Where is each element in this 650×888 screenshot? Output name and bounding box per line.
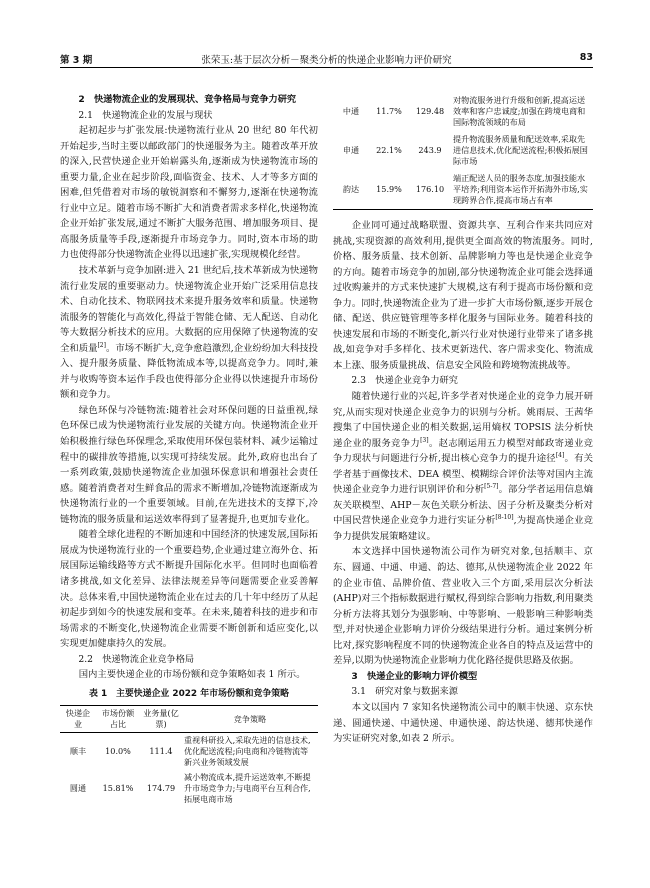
table-1 bbox=[60, 705, 318, 807]
table-row bbox=[333, 92, 593, 131]
section-2-2-heading: 2.2 快递物流企业竞争格局 bbox=[78, 653, 195, 665]
table-cell: 圆通 bbox=[69, 783, 87, 794]
table-cell: 15.9% bbox=[369, 170, 409, 210]
citation: [8-10] bbox=[495, 514, 514, 522]
section-3-1-heading: 3.1 研究对象与数据来源 bbox=[351, 686, 458, 698]
table-cell: 15.81% bbox=[102, 783, 134, 794]
table-cell: 111.4 bbox=[149, 746, 173, 757]
right-column bbox=[333, 92, 593, 882]
table-cell: 中通 bbox=[342, 106, 360, 116]
table-cell: 对物流服务进行升级和创新,提高运送效率和客户忠诚度;加强在跨境电商和国际物流领域的布局 bbox=[453, 95, 586, 127]
section-3-heading: 3 快递企业的影响力评价模型 bbox=[351, 670, 478, 682]
table-cell: 申通 bbox=[342, 145, 360, 155]
section-2-heading: 2 快递物流企业的发展现状、竞争格局与竞争力研究 bbox=[78, 94, 297, 105]
table-cell: 10.0% bbox=[105, 746, 131, 757]
table-cell: 22.1% bbox=[376, 145, 402, 155]
table-row bbox=[60, 770, 318, 807]
citation: [3] bbox=[420, 436, 429, 444]
table-cell: 174.79 bbox=[146, 783, 176, 794]
paragraph: 随着全球化进程的不断加速和中国经济的快速发展,国际拓展成为快递物流行业的一个重要趋势,企业通过建立海外仓、拓展国际运输线路等方式不断提升国际化水平。但同时也面临着诸多挑战,如文化差异、法律法规差异等问题需要企业妥善解决。总体来看,中国快递物流企业在过去的几十年中经历了从起初起步到如今的快速发展和变革。在未来,随着科技的进步和市场需求的不断变化,快递物流企业需要不断创新和适应变化,以实现更加健康持久的发展。 bbox=[60, 529, 318, 650]
running-header bbox=[60, 50, 593, 66]
citation: [2] bbox=[97, 341, 106, 349]
section-2-3-heading: 2.3 快递企业竞争力研究 bbox=[351, 375, 458, 387]
table-row bbox=[333, 131, 593, 170]
table-cell: 243.9 bbox=[418, 145, 442, 155]
table-cell: 176.10 bbox=[409, 170, 451, 210]
issue-number: 第 3 期 bbox=[60, 55, 93, 66]
table-1-continued bbox=[333, 92, 593, 210]
section-2-1-heading: 2.1 快递物流企业的发展与现状 bbox=[78, 109, 213, 121]
citation: [5-7] bbox=[484, 483, 499, 491]
paragraph: 起初起步与扩张发展:快递物流行业从 20 世纪 80 年代初开始起步,当时主要以邮政部门的快递服务为主。随着改革开放的深入,民营快递企业开始崭露头角,逐渐成为快递物流市场的重要力量,企业在起步阶段,面临资金、技术、人才等多方面的困难,但凭借着对市场的敏锐洞察和不懈努力,逐渐在快递物流行业中立足。随着市场不断扩大和消费者需求多样化,快递物流企业开始扩张发展,通过不断扩大服务范围、增加服务项目、提高服务质量等手段,逐渐提升市场竞争力。同时,资本市场的助力也使得部分快递物流企业得以迅速扩张,实现规模化经营。 bbox=[60, 125, 318, 261]
table-header-row bbox=[60, 706, 318, 733]
table-header-cell: 业务量(亿票) bbox=[140, 706, 182, 733]
citation: [4] bbox=[555, 452, 565, 460]
table-cell: 提升物流服务质量和配送效率,采取先进信息技术,优化配送流程;积极拓展国际市场 bbox=[453, 134, 588, 166]
table-cell: 减小物流成本,提升运送效率,不断提升市场竞争力;与电商平台互利合作,拓展电商市场 bbox=[184, 772, 311, 805]
paragraph: 绿色环保与冷链物流:随着社会对环保问题的日益重视,绿色环保已成为快递物流行业发展的关键方向。快递物流企业开始积极推行绿色环保理念,采取使用环保包装材料、减少运输过程中的碳排放等措施,以实现可持续发展。此外,政府也出台了一系列政策,鼓励快递物流企业加强环保意识和增强社会责任感。随着消费者对生鲜食品的需求不断增加,冷链物流逐渐成为快递物流行业的一个重要领域。目前,在先进技术的支撑下,冷链物流的服务质量和运送效率得到了显著提升,也更加专业化。 bbox=[60, 404, 318, 525]
paragraph: 本文以国内 7 家知名快递物流公司中的顺丰快递、京东快递、圆通快递、中通快递、申通快递、韵达快递、德邦快递作为实证研究对象,如表 2 所示。 bbox=[333, 701, 593, 745]
paragraph: 企业同可通过战略联盟、资源共享、互利合作来共同应对挑战,实现资源的高效利用,提供更全面高效的物流服务。同时,价格、服务质量、技术创新、品牌影响力等也是快递企业竞争的方向。随着市场竞争的加剧,部分快递物流企业可能会选择通过收购兼并的方式来快速扩大规模,这有利于提高市场份额和竞争力。同时,快递物流企业为了进一步扩大市场份额,逐步开展仓储、配送、供应链管理等多样化服务与国际业务。随着科技的快速发展和市场的不断变化,新兴行业对快递行业带来了诸多挑战,如竞争对手多样化、技术更新迭代、客户需求变化、物流成本上涨、服务质量挑战、信息安全风险和跨境物流挑战等。 bbox=[333, 220, 593, 371]
table-header-cell: 竞争策略 bbox=[182, 706, 318, 733]
table-1-caption: 表 1 主要快递企业 2022 年市场份额和竞争策略 bbox=[89, 688, 289, 699]
page-number: 83 bbox=[579, 52, 593, 63]
table-cell: 端正配送人员的服务态度,加强技能水平培养;利用资本运作开拓海外市场,实现跨界合作,提高市场占有率 bbox=[451, 170, 593, 210]
table-cell: 顺丰 bbox=[69, 746, 87, 757]
running-title: 张荣玉:基于层次分析－聚类分析的快递企业影响力评价研究 bbox=[201, 55, 452, 66]
table-cell: 韵达 bbox=[333, 170, 369, 210]
paragraph: 随着快递行业的兴起,许多学者对快递企业的竞争力展开研究,从而实现对快递企业竞争力的识别与分析。姚雨辰、王茜华搜集了中国快递企业的相关数据,运用熵权 TOPSIS 法分析快递企业的服务竞争力[3]。赵志刚运用五力模型对邮政寄递业竞争力现状与问题进行分析,提出核心竞争力的提升途径[4]。有关学者基于画像技术、DEA 模型、模糊综合评价法等对国内主流快递企业竞争力进行识别评价和分析[5-7]。部分学者运用信息熵灰关联模型、AHP－灰色关联分析法、因子分析及聚类分析对中国民营快递企业竞争力进行实证分析[8-10],为提高快递企业竞争力提供发展策略建议。 bbox=[333, 391, 593, 542]
table-cell: 重视科研投入,采取先进的信息技术,优化配送流程;向电商和冷链物流等新兴业务领域发展 bbox=[184, 735, 311, 768]
left-column bbox=[60, 92, 318, 882]
paragraph: 国内主要快递企业的市场份额和竞争策略如表 1 所示。 bbox=[78, 669, 306, 681]
header-rule bbox=[60, 67, 593, 68]
paragraph: 本文选择中国快递物流公司作为研究对象,包括顺丰、京东、圆通、中通、申通、韵达、德邦,从快递物流企业 2022 年的企业市值、品牌价值、营业收入三个方面,采用层次分析法(AHP)对三个指标数据进行赋权,得到综合影响力指数,利用聚类分析方法将其划分为强影响、中等影响、一般影响三种影响类型,并对快递企业影响力评价分级结果进行分析。通过案例分析比对,探究影响程度不同的快递物流企业各自的特点及运营中的差异,以期为快递物流企业影响力优化路径提供思路及依据。 bbox=[333, 546, 593, 667]
table-row bbox=[60, 733, 318, 771]
table-cell: 11.7% bbox=[376, 106, 402, 116]
table-header-cell: 快递企业 bbox=[60, 706, 96, 733]
table-header-cell: 市场份额占比 bbox=[96, 706, 140, 733]
paragraph: 技术革新与竞争加剧:进入 21 世纪后,技术革新成为快递物流行业发展的重要驱动力。快递物流企业开始广泛采用信息技术、自动化技术、物联网技术来提升服务效率和质量。快递物流服务的智能化与高效化,得益于智能仓储、无人配送、自动化等大数据分析技术的应用。大数据的应用保障了快递物流的安全和质量[2]。市场不断扩大,竞争愈趋激烈,企业纷纷加大科技投入、提升服务质量、降低物流成本等,以提高竞争力。同时,兼并与收购等资本运作手段也使得部分企业得以快速提升市场份额和竞争力。 bbox=[60, 265, 318, 401]
table-cell: 129.48 bbox=[415, 106, 445, 116]
table-row bbox=[333, 170, 593, 210]
